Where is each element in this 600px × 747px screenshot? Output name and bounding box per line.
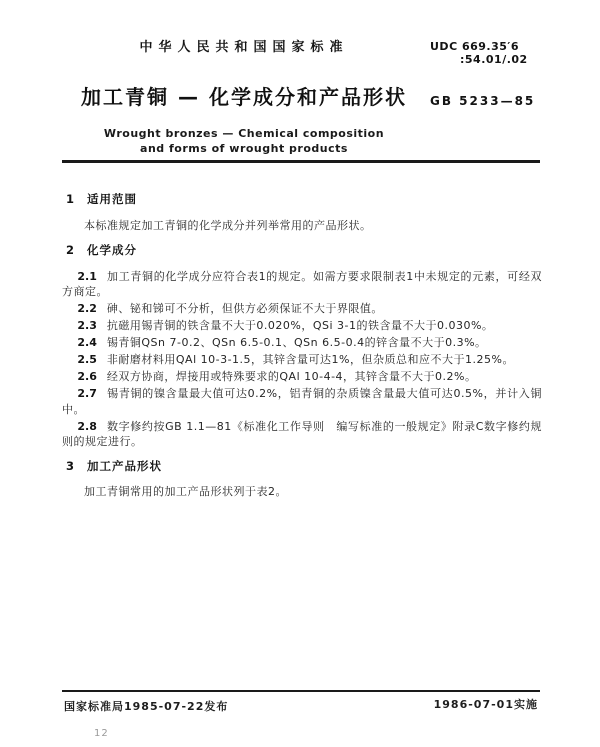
clause-2-8-number: 2.8 [77, 419, 97, 433]
clause-2-3 [62, 318, 542, 334]
section-1-number: 1 [66, 192, 76, 206]
clause-2-2-number: 2.2 [77, 302, 97, 315]
clause-2-4 [62, 335, 542, 351]
clause-2-3-number: 2.3 [77, 319, 97, 332]
clause-2-6-number: 2.6 [77, 370, 97, 383]
clause-2-8 [62, 419, 542, 450]
footer-issued-by: 国家标准局1985-07-22发布 [64, 700, 229, 713]
section-1-heading [66, 192, 542, 208]
udc-code-line2: :54.01/.02 [460, 53, 528, 66]
clause-2-4-text: 锡青铜QSn 7-0.2、QSn 6.5-0.1、QSn 6.5-0.4的锌含量不大于0.3%。 [106, 336, 487, 349]
section-2-number: 2 [66, 243, 76, 257]
section-2-title: 化学成分 [87, 243, 138, 257]
clause-2-5-number: 2.5 [77, 353, 97, 366]
document-title: 加工青铜 — 化学成分和产品形状 [81, 85, 407, 109]
clause-2-1 [62, 269, 542, 300]
clause-2-7 [62, 386, 542, 417]
header-left-block [58, 36, 430, 156]
english-subtitle [58, 126, 430, 156]
footer-effective-date: 1986-07-01实施 [433, 698, 538, 711]
section-3-number: 3 [66, 458, 76, 473]
clause-2-6-text: 经双方协商，焊接用或特殊要求的QAl 10-4-4，其锌含量不大于0.2%。 [106, 370, 477, 383]
page-number: 12 [94, 728, 109, 739]
clause-2-6 [62, 369, 542, 385]
english-subtitle-line1: Wrought bronzes — Chemical composition [103, 127, 385, 140]
clause-2-3-text: 抗磁用锡青铜的铁含量不大于0.020%，QSi 3-1的铁含量不大于0.030%。 [106, 319, 494, 332]
clause-2-2-text: 砷、铋和锑可不分析，但供方必须保证不大于界限值。 [106, 302, 383, 315]
section-3-title: 加工产品形状 [87, 458, 163, 473]
clause-2-5 [62, 352, 542, 368]
clause-2-1-text: 加工青铜的化学成分应符合表1的规定。如需方要求限制表1中未规定的元素，可经双方商定。 [62, 269, 542, 298]
document-body [62, 182, 542, 510]
section-3-heading [66, 459, 542, 475]
udc-code-line1: UDC 669.35′6 [430, 40, 519, 53]
section-2-heading [66, 243, 542, 259]
standard-number: GB 5233—85 [430, 94, 536, 108]
clause-2-2 [62, 301, 542, 317]
header-divider-rule [62, 160, 540, 163]
clause-2-8-text: 数字修约按GB 1.1—81《标准化工作导则 编写标准的一般规定》附录C数字修约规则的规定进行。 [62, 419, 542, 448]
header-right-block [430, 40, 580, 108]
national-standard-label: 中华人民共和国国家标准 [139, 40, 349, 55]
english-subtitle-line2: and forms of wrought products [140, 142, 348, 155]
clause-2-1-number: 2.1 [77, 269, 97, 283]
clause-2-7-text: 锡青铜的镍含量最大值可达0.2%，铝青铜的杂质镍含量最大值可达0.5%，并计入铜中。 [62, 387, 542, 416]
section-1-paragraph: 本标准规定加工青铜的化学成分并列举常用的产品形状。 [84, 218, 372, 232]
clause-2-7-number: 2.7 [77, 387, 97, 400]
section-3-paragraph: 加工青铜常用的加工产品形状列于表2。 [84, 485, 287, 498]
clause-2-5-text: 非耐磨材料用QAl 10-3-1.5，其锌含量可达1%，但杂质总和应不大于1.25%。 [106, 353, 514, 366]
footer-divider-rule [62, 690, 540, 692]
clause-2-4-number: 2.4 [77, 336, 97, 349]
section-1-title: 适用范围 [87, 192, 138, 206]
